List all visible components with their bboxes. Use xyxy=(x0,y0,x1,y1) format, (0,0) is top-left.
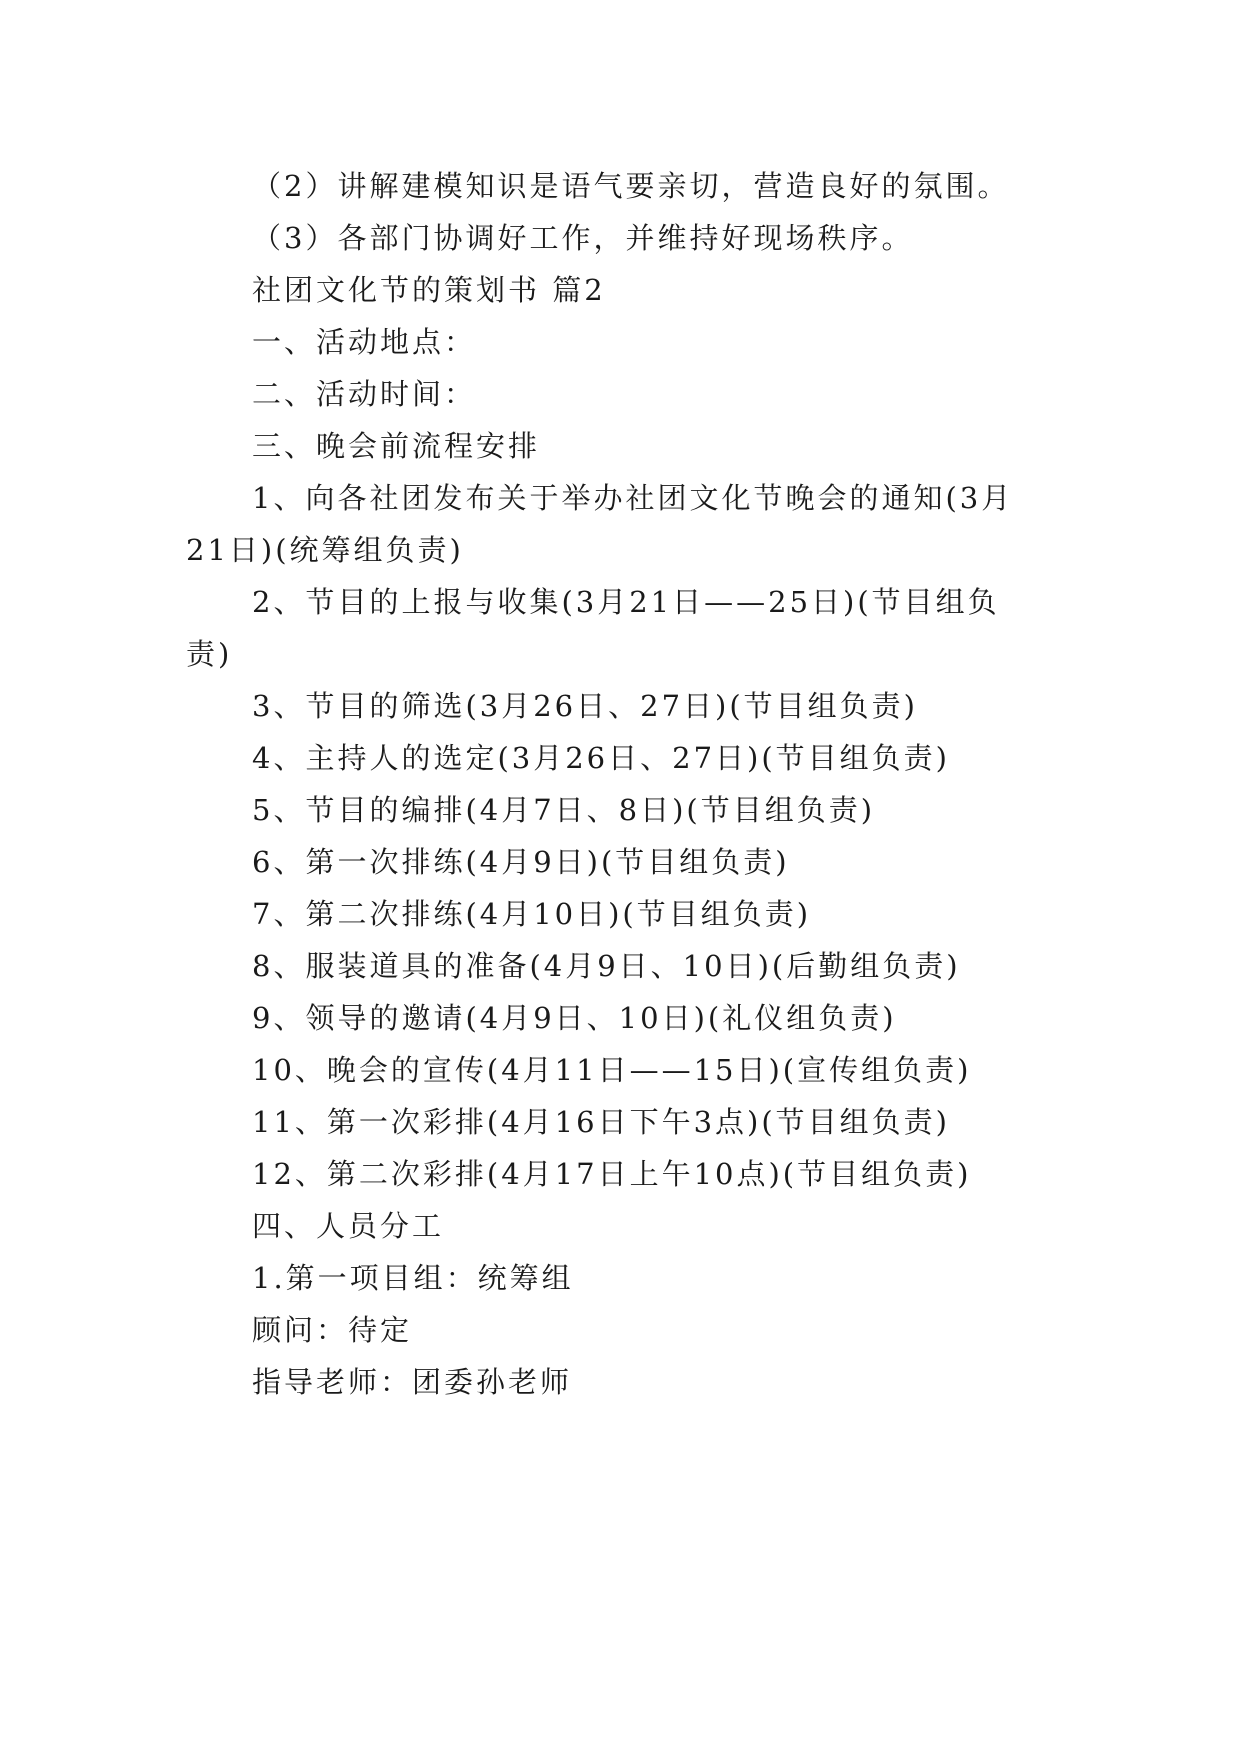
text-line: 8、服装道具的准备(4月9日、10日)(后勤组负责) xyxy=(252,949,961,983)
text-line: 三、晚会前流程安排 xyxy=(252,429,541,463)
text-line: 责) xyxy=(186,637,233,671)
text-line: 4、主持人的选定(3月26日、27日)(节目组负责) xyxy=(252,741,950,775)
text-line: （3）各部门协调好工作，并维持好现场秩序。 xyxy=(252,221,914,255)
section-title: 社团文化节的策划书 篇2 xyxy=(252,273,606,307)
text-line: 1、向各社团发布关于举办社团文化节晚会的通知(3月 xyxy=(252,481,1014,515)
text-line: 9、领导的邀请(4月9日、10日)(礼仪组负责) xyxy=(252,1001,897,1035)
text-line: 10、晚会的宣传(4月11日——15日)(宣传组负责) xyxy=(252,1053,972,1087)
text-line: 6、第一次排练(4月9日)(节目组负责) xyxy=(252,845,790,879)
text-line: （2）讲解建模知识是语气要亲切，营造良好的氛围。 xyxy=(252,169,1010,203)
text-line: 12、第二次彩排(4月17日上午10点)(节目组负责) xyxy=(252,1157,972,1191)
text-line: 21日)(统筹组负责) xyxy=(186,533,464,567)
text-line: 指导老师：团委孙老师 xyxy=(252,1365,573,1399)
text-line: 四、人员分工 xyxy=(252,1209,445,1243)
text-line: 5、节目的编排(4月7日、8日)(节目组负责) xyxy=(252,793,876,827)
text-line: 二、活动时间： xyxy=(252,377,477,411)
text-line: 顾问：待定 xyxy=(252,1313,413,1347)
text-line: 一、活动地点： xyxy=(252,325,477,359)
text-line: 1.第一项目组：统筹组 xyxy=(252,1261,574,1295)
text-line: 11、第一次彩排(4月16日下午3点)(节目组负责) xyxy=(252,1105,950,1139)
text-line: 2、节目的上报与收集(3月21日——25日)(节目组负 xyxy=(252,585,1000,619)
text-line: 7、第二次排练(4月10日)(节目组负责) xyxy=(252,897,812,931)
text-line: 3、节目的筛选(3月26日、27日)(节目组负责) xyxy=(252,689,918,723)
